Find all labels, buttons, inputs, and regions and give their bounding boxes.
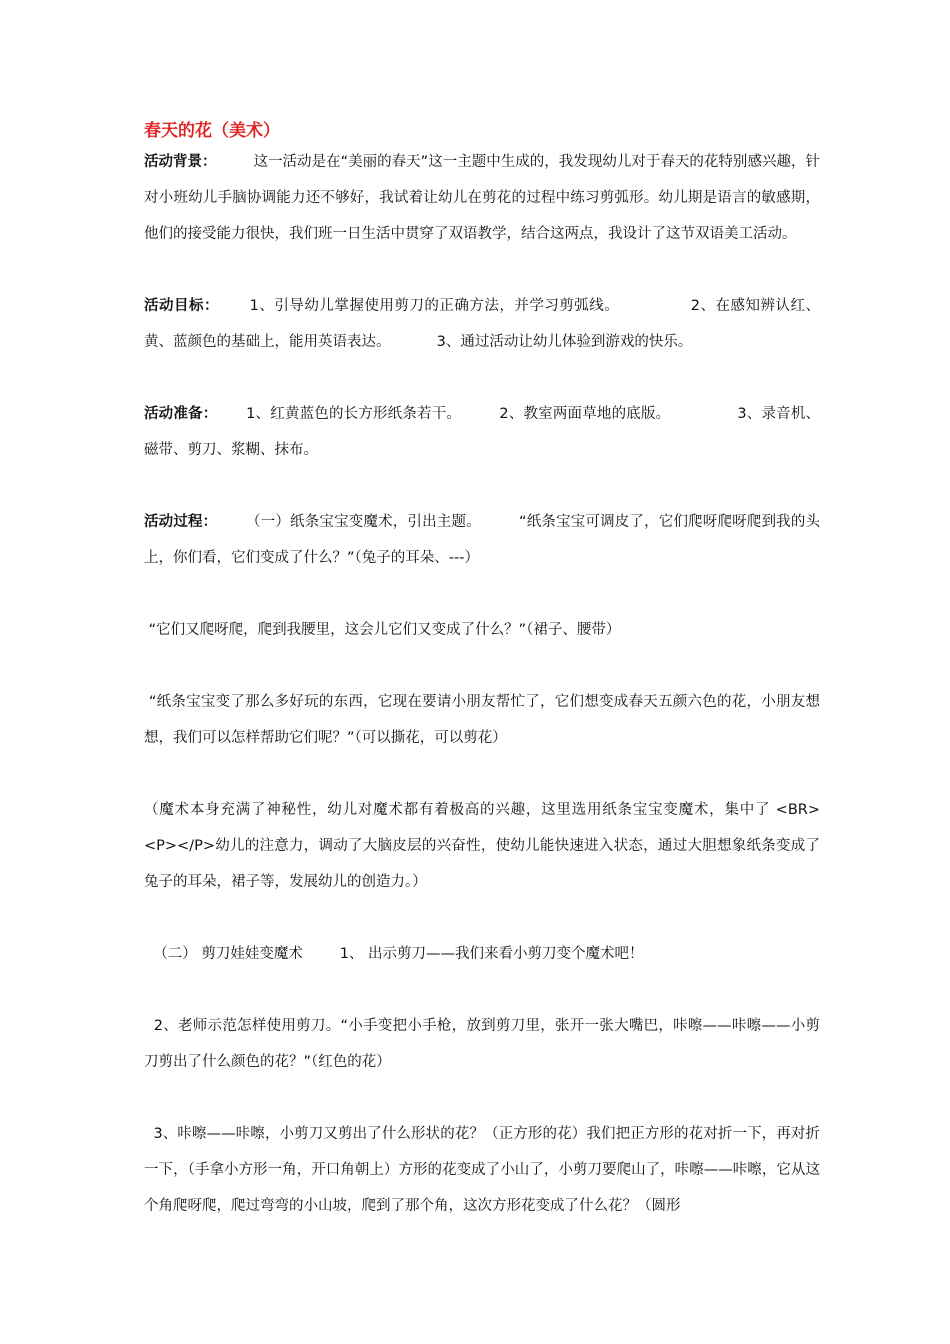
prep-text: 1、红黄蓝色的长方形纸条若干。 2、教室两面草地的底版。 3、录音机、磁带、剪刀、浆糊、抹布。 bbox=[144, 406, 820, 458]
background-paragraph bbox=[144, 144, 820, 252]
spacer bbox=[144, 1080, 820, 1116]
process-text: （一）纸条宝宝变魔术，引出主题。 “纸条宝宝可调皮了，它们爬呀爬呀爬到我的头上，你们看，它们变成了什么？”（兔子的耳朵、---） bbox=[144, 514, 820, 566]
prep-label: 活动准备： bbox=[144, 406, 218, 422]
process-label: 活动过程： bbox=[144, 514, 218, 530]
spacer bbox=[144, 468, 820, 504]
background-text: 这一活动是在“美丽的春天”这一主题中生成的，我发现幼儿对于春天的花特别感兴趣，针对小班幼儿手脑协调能力还不够好，我试着让幼儿在剪花的过程中练习剪弧形。幼儿期是语言的敏感期，他们的接受能力很快，我们班一日生活中贯穿了双语教学，结合这两点，我设计了这节双语美工活动。 bbox=[144, 154, 820, 242]
process-paragraph-1: “它们又爬呀爬，爬到我腰里，这会儿它们又变成了什么？”（裙子、腰带） bbox=[144, 622, 621, 638]
process-paragraph-4: （二） 剪刀娃娃变魔术 1、 出示剪刀——我们来看小剪刀变个魔术吧！ bbox=[144, 946, 644, 962]
goals-text: 1、引导幼儿掌握使用剪刀的正确方法，并学习剪弧线。 2、在感知辨认红、黄、蓝颜色的基础上，能用英语表达。 3、通过活动让幼儿体验到游戏的快乐。 bbox=[144, 298, 821, 350]
process-paragraph bbox=[144, 504, 820, 576]
prep-paragraph bbox=[144, 396, 820, 468]
spacer bbox=[144, 360, 820, 396]
document-title: 春天的花（美术） bbox=[144, 121, 280, 141]
spacer bbox=[144, 756, 820, 792]
process-paragraph-5: 2、老师示范怎样使用剪刀。“小手变把小手枪，放到剪刀里，张开一张大嘴巴，咔嚓——咔嚓——小剪刀剪出了什么颜色的花？”（红色的花） bbox=[144, 1018, 821, 1070]
process-paragraph-2: “纸条宝宝变了那么多好玩的东西，它现在要请小朋友帮忙了，它们想变成春天五颜六色的花，小朋友想想，我们可以怎样帮助它们呢？”（可以撕花，可以剪花） bbox=[144, 694, 820, 746]
document-page bbox=[144, 118, 820, 1224]
spacer bbox=[144, 648, 820, 684]
spacer bbox=[144, 972, 820, 1008]
spacer bbox=[144, 252, 820, 288]
process-paragraph-3: （魔术本身充满了神秘性，幼儿对魔术都有着极高的兴趣，这里选用纸条宝宝变魔术，集中了 <BR><P></P>幼儿的注意力，调动了大脑皮层的兴奋性，使幼儿能快速进入状态，通过大胆想象纸条变成了兔子的耳朵，裙子等，发展幼儿的创造力。） bbox=[144, 802, 820, 890]
goals-paragraph bbox=[144, 288, 820, 360]
spacer bbox=[144, 576, 820, 612]
spacer bbox=[144, 900, 820, 936]
process-paragraph-6: 3、咔嚓——咔嚓，小剪刀又剪出了什么形状的花？（正方形的花）我们把正方形的花对折一下，再对折一下，（手拿小方形一角，开口角朝上）方形的花变成了小山了，小剪刀要爬山了，咔嚓——咔嚓，它从这个角爬呀爬，爬过弯弯的小山坡，爬到了那个角，这次方形花变成了什么花？（圆形 bbox=[144, 1126, 821, 1214]
goals-label: 活动目标： bbox=[144, 298, 219, 314]
background-label: 活动背景： bbox=[144, 154, 217, 170]
